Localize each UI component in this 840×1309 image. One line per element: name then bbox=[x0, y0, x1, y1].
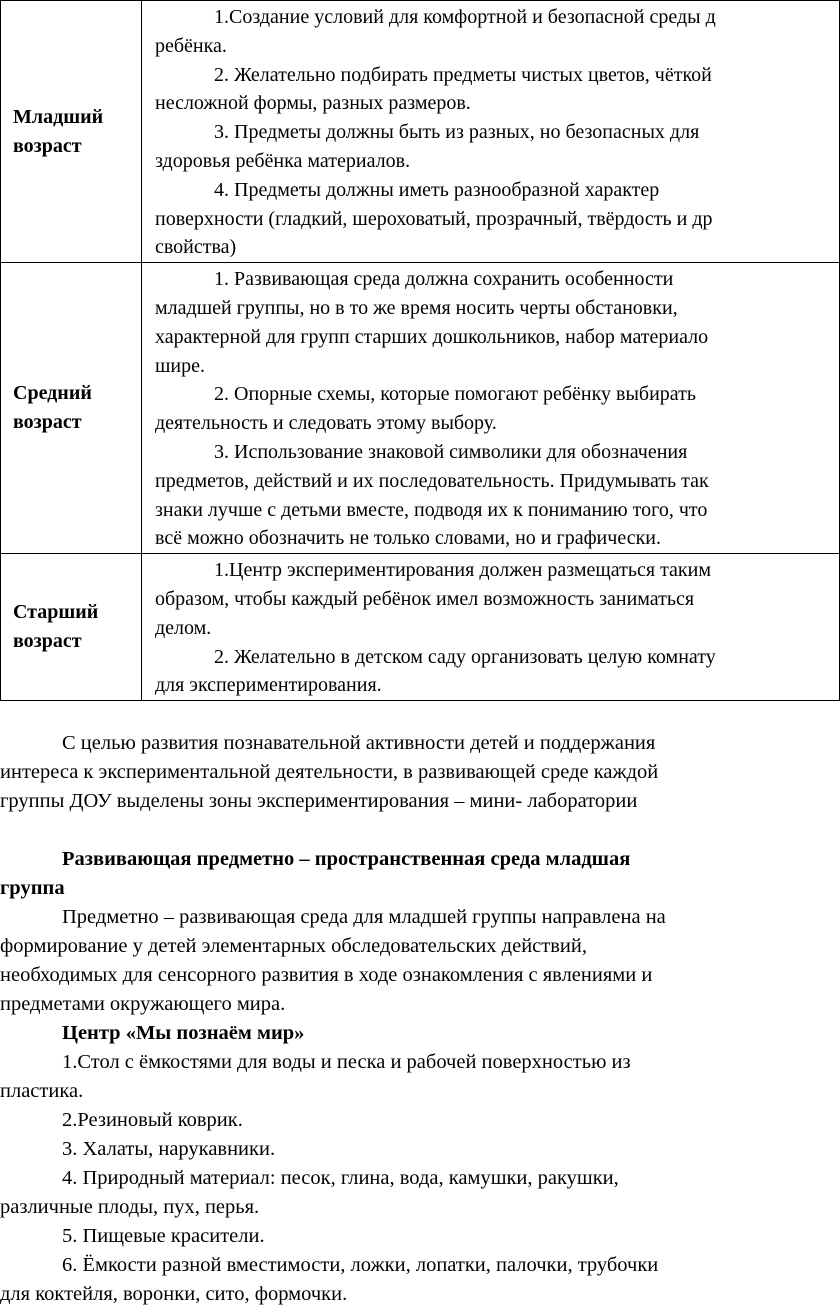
age-groups-table-body bbox=[1, 1, 840, 701]
age-group-label-line: Средний bbox=[13, 382, 92, 405]
recommendation-line: 3. Предметы должны быть из разных, но безопасных для bbox=[214, 121, 700, 144]
age-group-label bbox=[1, 1, 142, 263]
paragraph-line: 6. Ёмкости разной вместимости, ложки, лопатки, палочки, трубочки bbox=[62, 1254, 659, 1276]
section-heading-line: группа bbox=[0, 877, 65, 899]
recommendation-line: предметов, действий и их последовательность. Придумывать так bbox=[155, 469, 709, 492]
recommendation-line: всё можно обозначить не только словами, но и графически. bbox=[155, 527, 661, 550]
recommendation-line: характерной для групп старших дошкольников, набор материало bbox=[155, 325, 709, 348]
recommendation-line: 4. Предметы должны иметь разнообразной характер bbox=[214, 178, 660, 201]
recommendation-line: 1.Создание условий для комфортной и безопасной среды д bbox=[214, 6, 716, 28]
paragraph-line: С целью развития познавательной активности детей и поддержания bbox=[62, 732, 656, 754]
recommendation-line: образом, чтобы каждый ребёнок имел возможность заниматься bbox=[155, 587, 695, 610]
age-table-row bbox=[1, 554, 840, 701]
recommendation-line: 2. Желательно в детском саду организовать целую комнату bbox=[214, 645, 716, 668]
recommendation-line: шире. bbox=[155, 354, 205, 377]
recommendation-line: 1. Развивающая среда должна сохранить особенности bbox=[214, 268, 674, 291]
paragraph-line: 4. Природный материал: песок, глина, вода, камушки, ракушки, bbox=[62, 1167, 619, 1189]
paragraph-line: предметами окружающего мира. bbox=[0, 993, 286, 1015]
age-group-label bbox=[1, 554, 142, 701]
paragraph-line: формирование у детей элементарных обследовательских действий, bbox=[0, 935, 587, 957]
paragraph-line: различные плоды, пух, перья. bbox=[0, 1196, 260, 1218]
paragraph-line: для коктейля, воронки, сито, формочки. bbox=[0, 1283, 348, 1305]
recommendation-line: поверхности (гладкий, шероховатый, прозрачный, твёрдость и др bbox=[155, 207, 713, 230]
age-group-label-line: возраст bbox=[13, 630, 82, 653]
age-table-row bbox=[1, 263, 840, 554]
recommendation-line: 3. Использование знаковой символики для обозначения bbox=[214, 440, 688, 463]
age-group-label-line: Старший bbox=[13, 601, 99, 624]
recommendation-line: 2. Опорные схемы, которые помогают ребёнку выбирать bbox=[214, 383, 697, 406]
recommendation-line: ребёнка. bbox=[155, 34, 227, 57]
recommendation-line: для экспериментирования. bbox=[155, 674, 382, 697]
age-table-row bbox=[1, 1, 840, 263]
paragraph-line: 2.Резиновый коврик. bbox=[62, 1109, 243, 1131]
paragraph-line: интереса к экспериментальной деятельности, в развивающей среде каждой bbox=[0, 761, 659, 783]
section-heading-line: Центр «Мы познаём мир» bbox=[62, 1022, 305, 1044]
document-body-text bbox=[0, 700, 816, 1309]
recommendation-line: несложной формы, разных размеров. bbox=[155, 92, 471, 115]
paragraph-line: 1.Стол с ёмкостями для воды и песка и рабочей поверхностью из bbox=[62, 1051, 631, 1073]
section-heading-line: Развивающая предметно – пространственная среда младшая bbox=[62, 848, 631, 870]
age-group-label-line: возраст bbox=[13, 411, 82, 434]
recommendation-line: младшей группы, но в то же время носить черты обстановки, bbox=[155, 296, 678, 319]
paragraph-spacer bbox=[0, 816, 816, 845]
paragraph-line: 5. Пищевые красители. bbox=[62, 1225, 265, 1247]
paragraph-line: группы ДОУ выделены зоны экспериментирования – мини- лаборатории bbox=[0, 790, 638, 812]
paragraph-spacer bbox=[0, 700, 816, 729]
age-group-recommendations bbox=[142, 1, 840, 263]
recommendation-line: деятельность и следовать этому выбору. bbox=[155, 412, 497, 435]
recommendation-line: 2. Желательно подбирать предметы чистых цветов, чёткой bbox=[214, 63, 712, 86]
age-group-recommendations bbox=[142, 554, 840, 701]
age-group-label-line: Младший bbox=[13, 105, 104, 128]
recommendation-line: делом. bbox=[155, 616, 212, 639]
recommendation-line: здоровья ребёнка материалов. bbox=[155, 149, 411, 172]
recommendation-line: 1.Центр экспериментирования должен размещаться таким bbox=[214, 559, 712, 582]
paragraph-line: необходимых для сенсорного развития в ходе ознакомления с явлениями и bbox=[0, 964, 653, 986]
recommendation-line: свойства) bbox=[155, 236, 237, 259]
paragraph-line: Предметно – развивающая среда для младшей группы направлена на bbox=[62, 906, 666, 928]
age-group-recommendations bbox=[142, 263, 840, 554]
recommendation-line: знаки лучше с детьми вместе, подводя их к пониманию того, что bbox=[155, 498, 708, 521]
paragraph-line: пластика. bbox=[0, 1080, 84, 1102]
paragraph-line: 3. Халаты, нарукавники. bbox=[62, 1138, 276, 1160]
age-group-label-line: возраст bbox=[13, 134, 82, 157]
age-group-label bbox=[1, 263, 142, 554]
